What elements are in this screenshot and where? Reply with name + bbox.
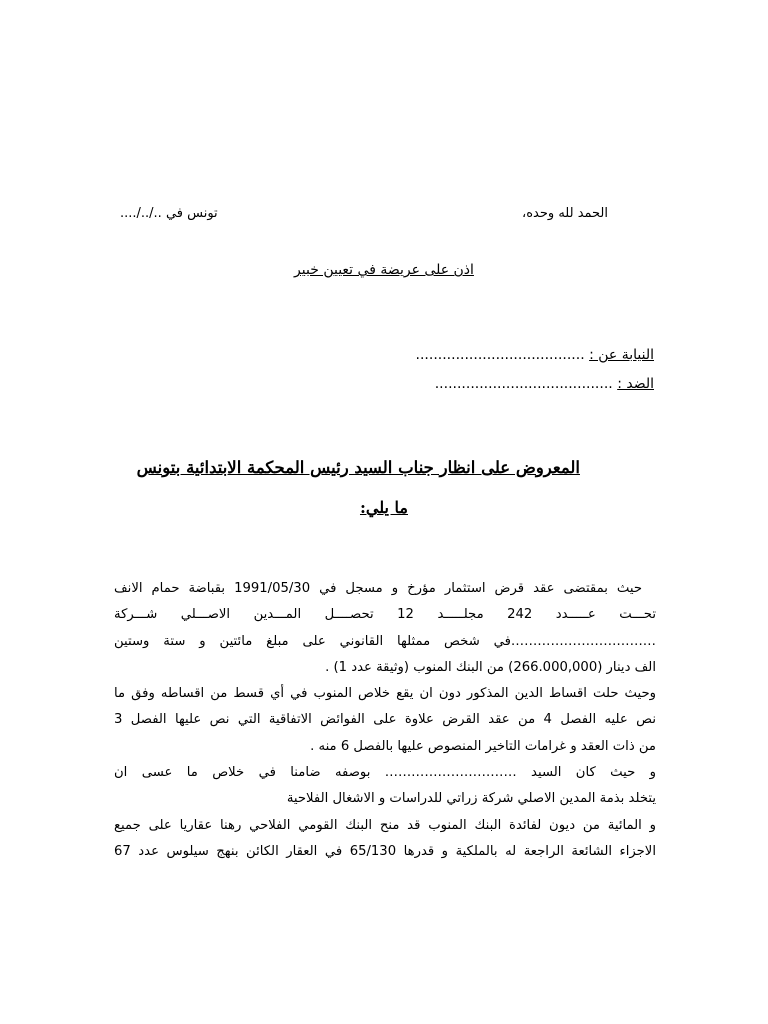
body-line: تحـــت عـــــدد 242 مجلـــــد 12 تحصــــل المـــدين الاصـــلي شـــركة bbox=[114, 607, 656, 623]
body-line: وحيث حلت اقساط الدين المذكور دون ان يقع خلاص المنوب في أي قسط من اقساطه وفق ما bbox=[114, 686, 656, 702]
opponent-value: ........................................ bbox=[434, 376, 613, 392]
body-line: و حيث كان السيد ………………………… بوصفه ضامنا في خلاص ما عسى ان bbox=[114, 765, 656, 781]
opponent-label: الضد : bbox=[617, 376, 654, 392]
body-line: يتخلد بذمة المدين الاصلي شركة زراتي للدراسات و الاشغال الفلاحية bbox=[286, 791, 656, 807]
agent-value: ...................................... bbox=[415, 347, 585, 363]
body-line: الاجزاء الشائعة الراجعة له بالملكية و قدرها 65/130 في العقار الكائن بنهج سيلوس عدد 67 bbox=[114, 843, 656, 859]
agent-line bbox=[416, 347, 654, 363]
petition-subtitle: ما يلي: bbox=[359, 498, 408, 517]
opponent-line bbox=[435, 376, 654, 392]
subject-heading: اذن على عريضة في تعيين خبير bbox=[294, 262, 474, 278]
petition-body bbox=[114, 576, 656, 865]
body-line: نص عليه الفصل 4 من عقد القرض علاوة على الفوائض الاتفاقية التي نص عليها الفصل 3 bbox=[114, 712, 656, 728]
body-line: ……………………………في شخص ممثلها القانوني على مبلغ مائتين و ستة وستين bbox=[114, 633, 656, 649]
body-line: الف دينار (266.000,000) من البنك المنوب (وثيقة عدد 1) . bbox=[325, 659, 656, 675]
greeting: الحمد لله وحده، bbox=[522, 206, 608, 221]
place-date: تونس في ../../.... bbox=[120, 206, 218, 221]
body-line: من ذات العقد و غرامات التاخير المنصوص عليها بالفصل 6 منه . bbox=[310, 738, 656, 754]
body-line: حيث بمقتضى عقد قرض استثمار مؤرخ و مسجل في 1991/05/30 بقباضة حمام الانف bbox=[114, 581, 642, 596]
body-line: و المائية من ديون لفائدة البنك المنوب قد منح البنك القومي الفلاحي رهنا عقاريا على جميع bbox=[114, 817, 656, 833]
agent-label: النيابة عن : bbox=[589, 347, 654, 363]
petition-title: المعروض على انظار جناب السيد رئيس المحكمة الابتدائية بتونس bbox=[136, 458, 580, 477]
